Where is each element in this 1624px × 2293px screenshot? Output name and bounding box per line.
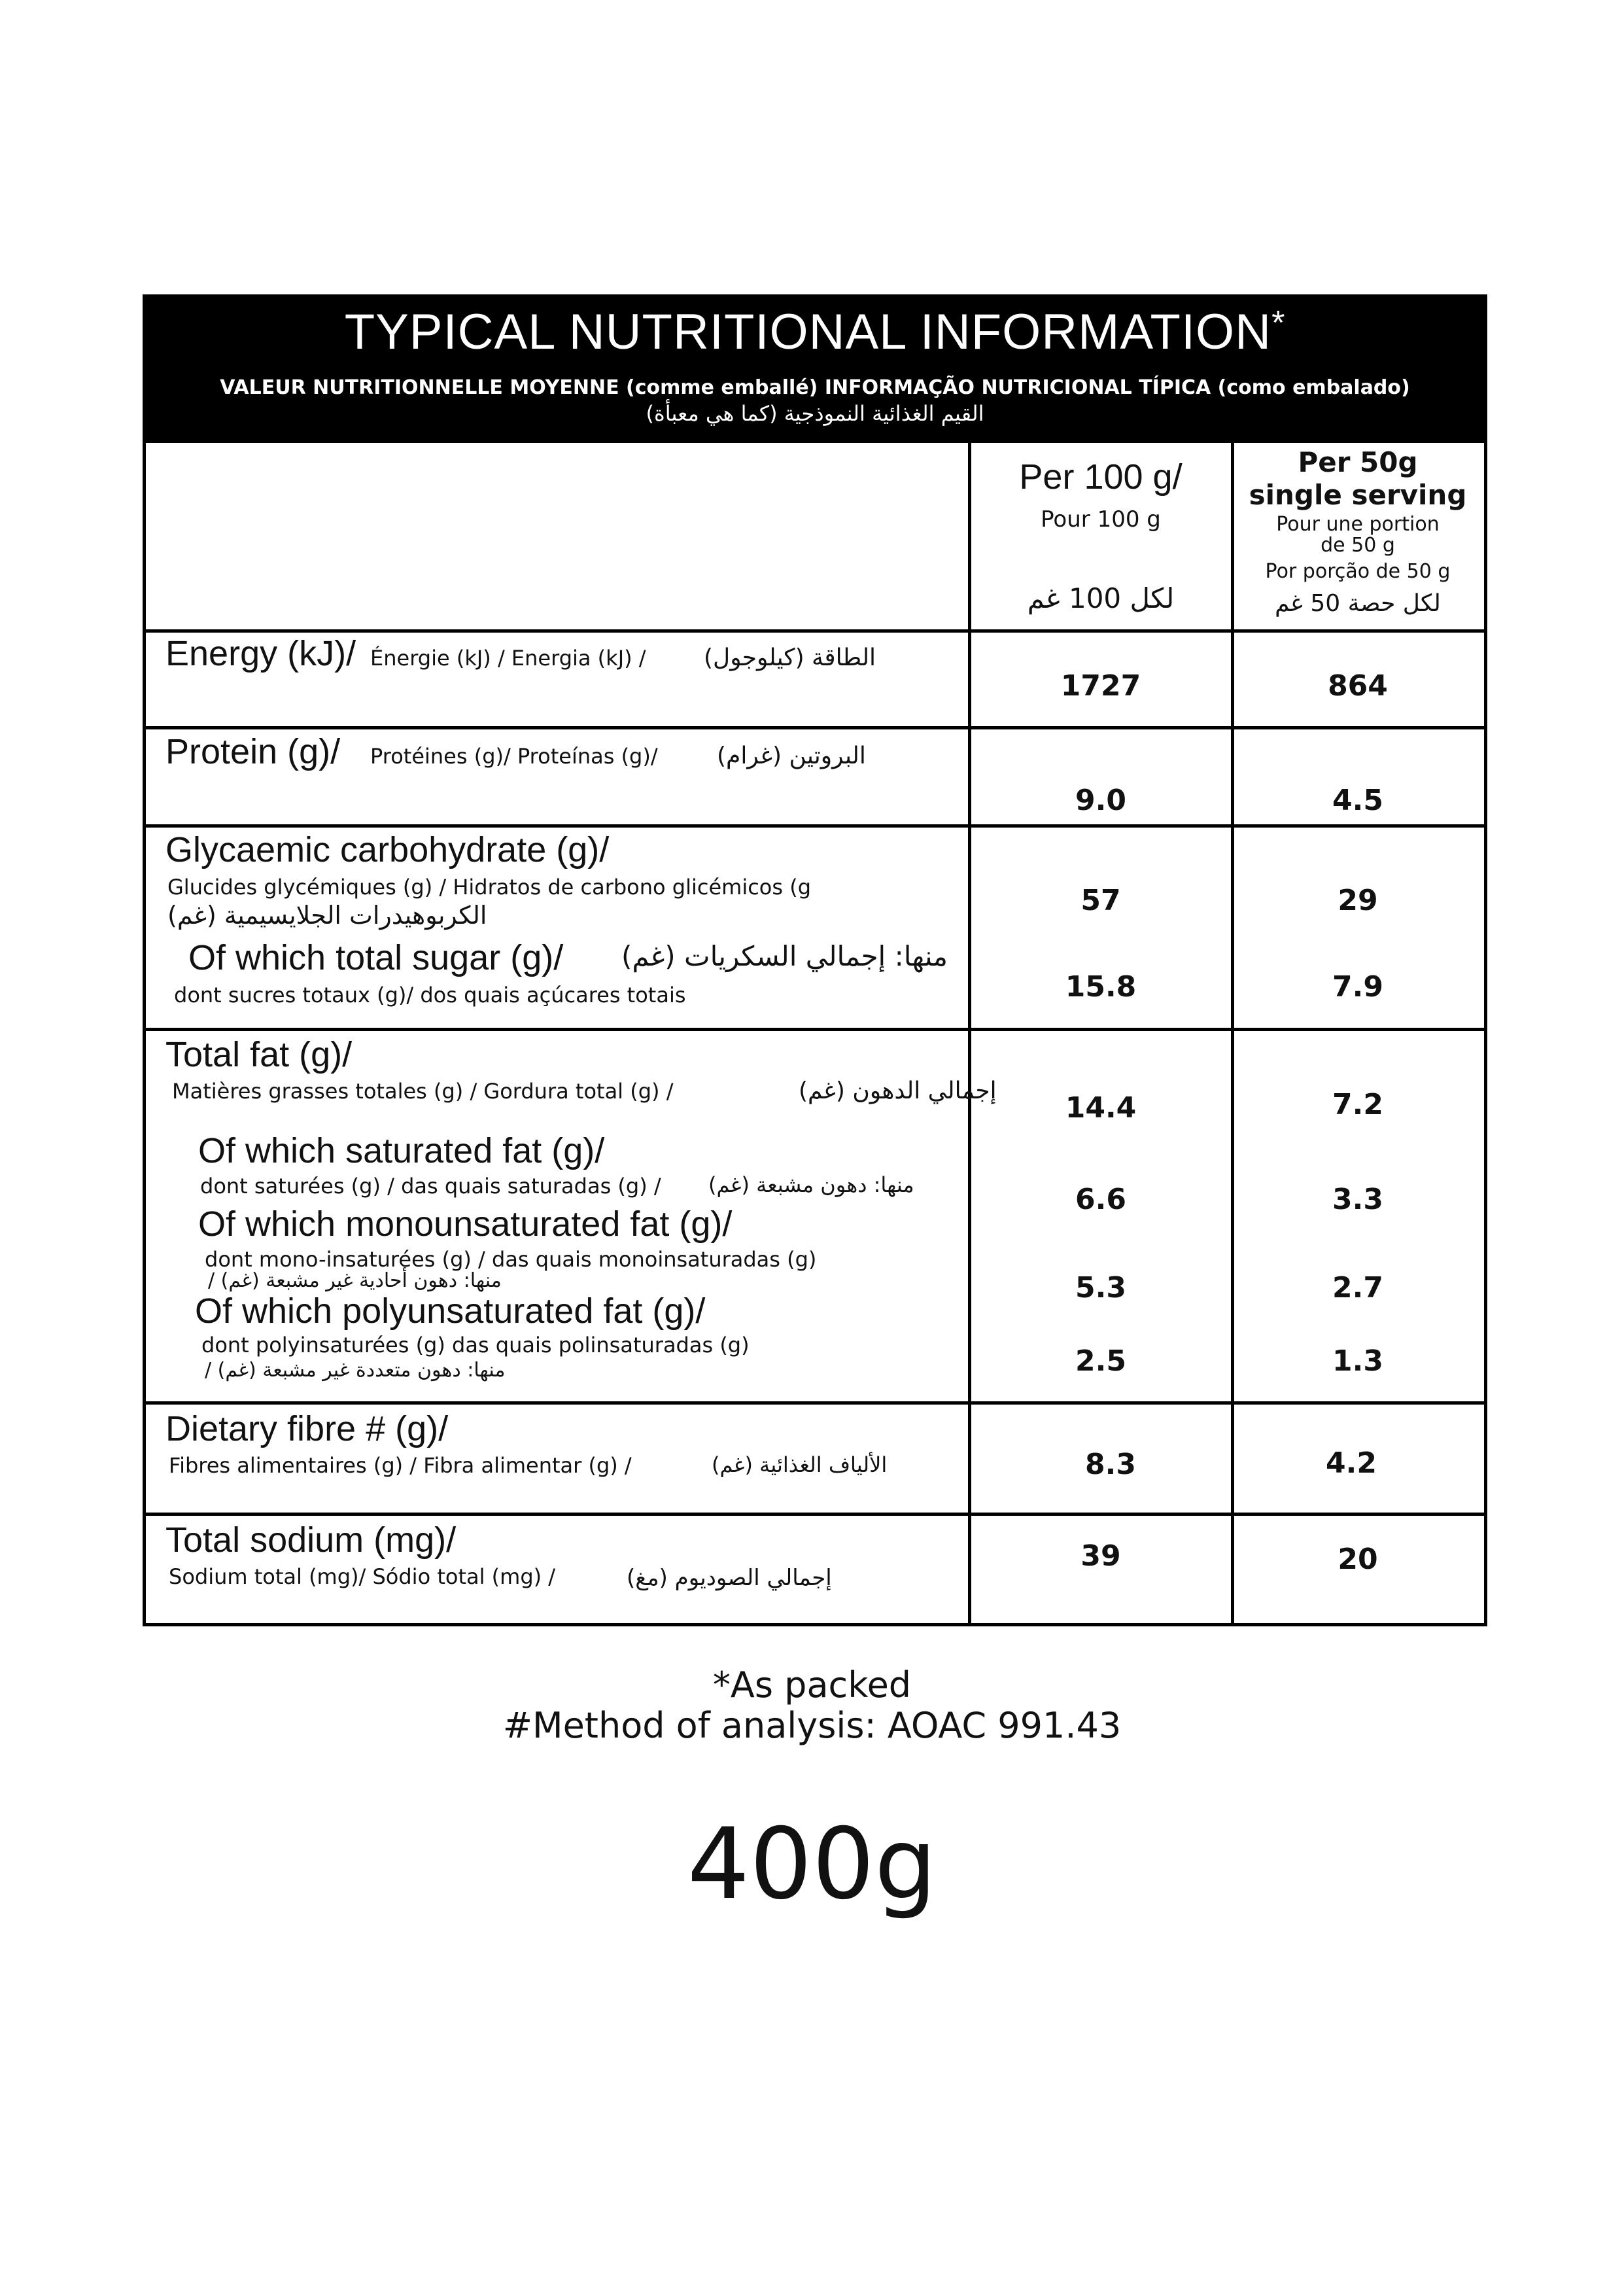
row-divider	[143, 1401, 1487, 1405]
energy-arabic: الطاقة (كيلوجول)	[704, 644, 876, 671]
monounsaturated-label: Of which monounsaturated fat (g)/	[198, 1204, 733, 1244]
sugar-label: Of which total sugar (g)/	[188, 938, 564, 977]
polyunsaturated-per50: 1.3	[1332, 1344, 1383, 1378]
sugar-arabic: منها: إجمالي السكريات (غم)	[621, 940, 948, 972]
carb-per50: 29	[1338, 884, 1378, 917]
carb-translation: Glucides glycémiques (g) / Hidratos de carbono glicémicos (g	[167, 875, 812, 900]
sodium-arabic: إجمالي الصوديوم (مغ)	[627, 1565, 832, 1591]
carb-arabic: الكربوهيدرات الجلايسيمية (غم)	[167, 901, 487, 930]
carb-label: Glycaemic carbohydrate (g)/	[165, 830, 610, 869]
row-divider	[143, 440, 1487, 443]
column-divider	[1484, 440, 1487, 1626]
per50-subtitle: single serving	[1249, 479, 1467, 511]
polyunsaturated-label: Of which polyunsaturated fat (g)/	[195, 1291, 706, 1331]
protein-per100: 9.0	[1075, 784, 1126, 817]
sugar-per50: 7.9	[1332, 970, 1383, 1004]
energy-label: Energy (kJ)/	[165, 634, 356, 673]
row-divider	[143, 1513, 1487, 1516]
column-divider	[968, 440, 971, 1626]
row-divider	[143, 1028, 1487, 1031]
sugar-translation: dont sucres totaux (g)/ dos quais açúcares totais	[174, 983, 686, 1007]
per100-title: Per 100 g/	[1019, 457, 1183, 497]
saturated-arabic: منها: دهون مشبعة (غم)	[708, 1172, 914, 1197]
footnote-method: #Method of analysis: AOAC 991.43	[502, 1705, 1122, 1746]
monounsaturated-arabic: منها: دهون أحادية غير مشبعة (غم) /	[208, 1269, 502, 1292]
fat-per100: 14.4	[1065, 1091, 1137, 1125]
per50-ar: لكل حصة 50 غم	[1275, 590, 1441, 617]
column-divider	[1231, 440, 1234, 1626]
sodium-label: Total sodium (mg)/	[165, 1520, 457, 1560]
nutrition-panel	[143, 294, 1487, 1626]
row-divider	[143, 824, 1487, 828]
fibre-per50: 4.2	[1326, 1446, 1377, 1480]
per100-fr: Pour 100 g	[1041, 506, 1161, 533]
saturated-translation: dont saturées (g) / das quais saturadas (g) /	[200, 1174, 661, 1199]
title-text: TYPICAL NUTRITIONAL INFORMATION	[344, 304, 1272, 360]
sodium-translation: Sodium total (mg)/ Sódio total (mg) /	[169, 1564, 556, 1589]
fibre-label: Dietary fibre # (g)/	[165, 1409, 449, 1448]
nutrition-table	[143, 440, 1487, 1626]
fat-label: Total fat (g)/	[165, 1035, 353, 1074]
per50-title: Per 50g	[1298, 446, 1418, 478]
table-header	[143, 294, 1487, 440]
row-divider	[143, 726, 1487, 729]
per50-pt: Por porção de 50 g	[1265, 560, 1451, 583]
fibre-translation: Fibres alimentaires (g) / Fibra alimentar (g) /	[169, 1453, 632, 1478]
title-asterisk: *	[1271, 304, 1286, 342]
sugar-per100: 15.8	[1065, 970, 1137, 1004]
energy-per50: 864	[1328, 669, 1388, 703]
table-subtitle-arabic: القيم الغذائية النموذجية (كما هي معبأة)	[646, 401, 984, 426]
per100-ar: لكل 100 غم	[1027, 582, 1175, 614]
protein-translation: Protéines (g)/ Proteínas (g)/	[370, 744, 658, 769]
energy-per100: 1727	[1060, 669, 1141, 703]
energy-translation: Énergie (kJ) / Energia (kJ) /	[370, 646, 646, 671]
row-divider	[143, 1623, 1487, 1626]
monounsaturated-per100: 5.3	[1075, 1271, 1126, 1304]
footnote-as-packed: *As packed	[712, 1664, 912, 1706]
column-divider	[143, 440, 146, 1626]
saturated-per50: 3.3	[1332, 1183, 1383, 1216]
polyunsaturated-translation: dont polyinsaturées (g) das quais polinsaturadas (g)	[201, 1333, 750, 1357]
fat-translation: Matières grasses totales (g) / Gordura total (g) /	[172, 1079, 674, 1104]
protein-arabic: البروتين (غرام)	[717, 743, 866, 769]
fibre-arabic: الألياف الغذائية (غم)	[712, 1452, 888, 1477]
monounsaturated-per50: 2.7	[1332, 1271, 1383, 1304]
footnotes	[0, 1665, 1624, 1746]
per50-fr-line1: Pour une portion	[1276, 513, 1440, 536]
row-divider	[143, 629, 1487, 633]
sodium-per50: 20	[1338, 1543, 1378, 1576]
table-title	[143, 304, 1487, 360]
monounsaturated-translation: dont mono-insaturées (g) / das quais monoinsaturadas (g)	[205, 1247, 817, 1272]
net-weight: 400g	[687, 1808, 937, 1921]
fat-arabic: إجمالي الدهون (غم)	[799, 1077, 997, 1104]
per50-fr-line2: de 50 g	[1321, 534, 1395, 557]
polyunsaturated-arabic: منها: دهون متعددة غير مشبعة (غم) /	[205, 1359, 506, 1382]
protein-per50: 4.5	[1332, 784, 1383, 817]
table-subtitle: VALEUR NUTRITIONNELLE MOYENNE (comme emballé) INFORMAÇÃO NUTRICIONAL TÍPICA (como embalado)	[220, 376, 1410, 399]
fibre-per100: 8.3	[1085, 1448, 1136, 1481]
saturated-label: Of which saturated fat (g)/	[198, 1131, 605, 1170]
fat-per50: 7.2	[1332, 1088, 1383, 1121]
sodium-per100: 39	[1080, 1539, 1121, 1573]
protein-label: Protein (g)/	[165, 732, 341, 771]
polyunsaturated-per100: 2.5	[1075, 1344, 1126, 1378]
saturated-per100: 6.6	[1075, 1183, 1126, 1216]
carb-per100: 57	[1080, 884, 1121, 917]
